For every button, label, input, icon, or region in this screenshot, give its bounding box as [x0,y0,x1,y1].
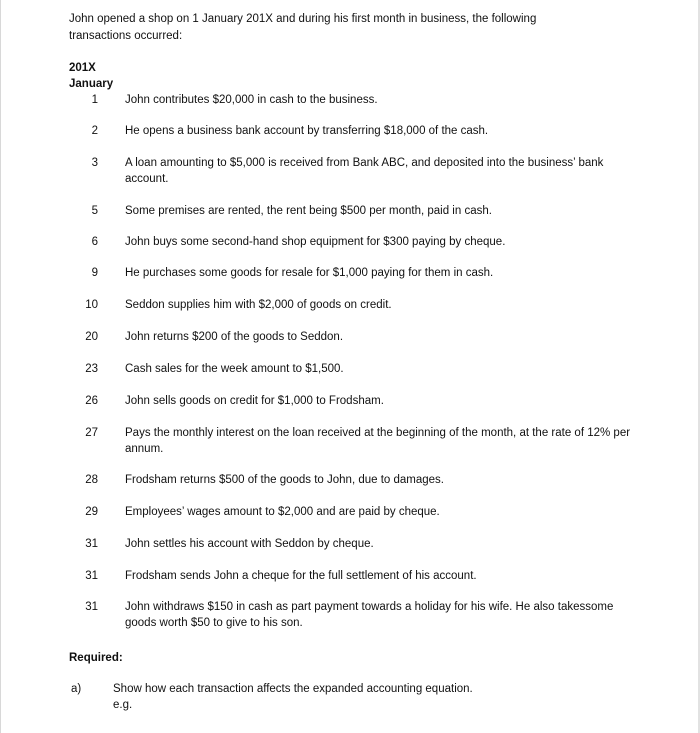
month-heading: January [69,78,114,90]
transaction-text: Some premises are rented, the rent being $500 per month, paid in cash. [125,205,492,217]
transaction-text: Frodsham sends John a cheque for the full settlement of his account. [125,570,477,582]
transaction-day: 6 [91,236,98,248]
transaction-day: 3 [91,157,98,169]
transaction-text: He opens a business bank account by transferring $18,000 of the cash. [125,125,489,137]
transaction-day: 31 [85,601,98,613]
example-label: e.g. [113,699,133,711]
question-letter: a) [71,683,82,695]
transaction-day: 2 [91,125,98,137]
intro-paragraph: John opened a shop on 1 January 201X and during his first month in business, the following transactions occurred: [69,13,537,42]
transaction-day: 20 [85,331,98,343]
transaction-text: Seddon supplies him with $2,000 of goods on credit. [125,299,392,311]
transaction-text: John contributes $20,000 in cash to the business. [125,94,378,106]
transaction-day: 5 [91,205,98,217]
transaction-day: 28 [85,474,98,486]
transaction-day: 26 [85,395,98,407]
transaction-text: John settles his account with Seddon by cheque. [125,538,374,550]
page-left-edge [0,0,1,733]
transaction-text: A loan amounting to $5,000 is received from Bank ABC, and deposited into the business’ bank account. [125,157,604,185]
transaction-text: Pays the monthly interest on the loan received at the beginning of the month, at the rate of 12% per annum. [125,427,631,455]
transaction-day: 1 [91,94,98,106]
transaction-day: 10 [85,299,98,311]
transaction-day: 29 [85,506,98,518]
transaction-text: John sells goods on credit for $1,000 to Frodsham. [125,395,384,407]
transaction-day: 27 [85,427,98,439]
transaction-text: John buys some second-hand shop equipment for $300 paying by cheque. [125,236,506,248]
required-heading: Required: [69,652,123,664]
transaction-text: John withdraws $150 in cash as part payment towards a holiday for his wife. He also takessome goods worth $50 to give to his son. [125,601,614,629]
transaction-text: Employees’ wages amount to $2,000 and are paid by cheque. [125,506,440,518]
transaction-text: Cash sales for the week amount to $1,500. [125,363,344,375]
transaction-day: 31 [85,538,98,550]
transaction-day: 31 [85,570,98,582]
transaction-text: John returns $200 of the goods to Seddon. [125,331,344,343]
transaction-day: 9 [91,267,98,279]
question-text: Show how each transaction affects the expanded accounting equation. [113,683,473,695]
transaction-day: 23 [85,363,98,375]
transaction-text: He purchases some goods for resale for $1,000 paying for them in cash. [125,267,494,279]
transaction-text: Frodsham returns $500 of the goods to John, due to damages. [125,474,445,486]
year-heading: 201X [69,62,96,74]
